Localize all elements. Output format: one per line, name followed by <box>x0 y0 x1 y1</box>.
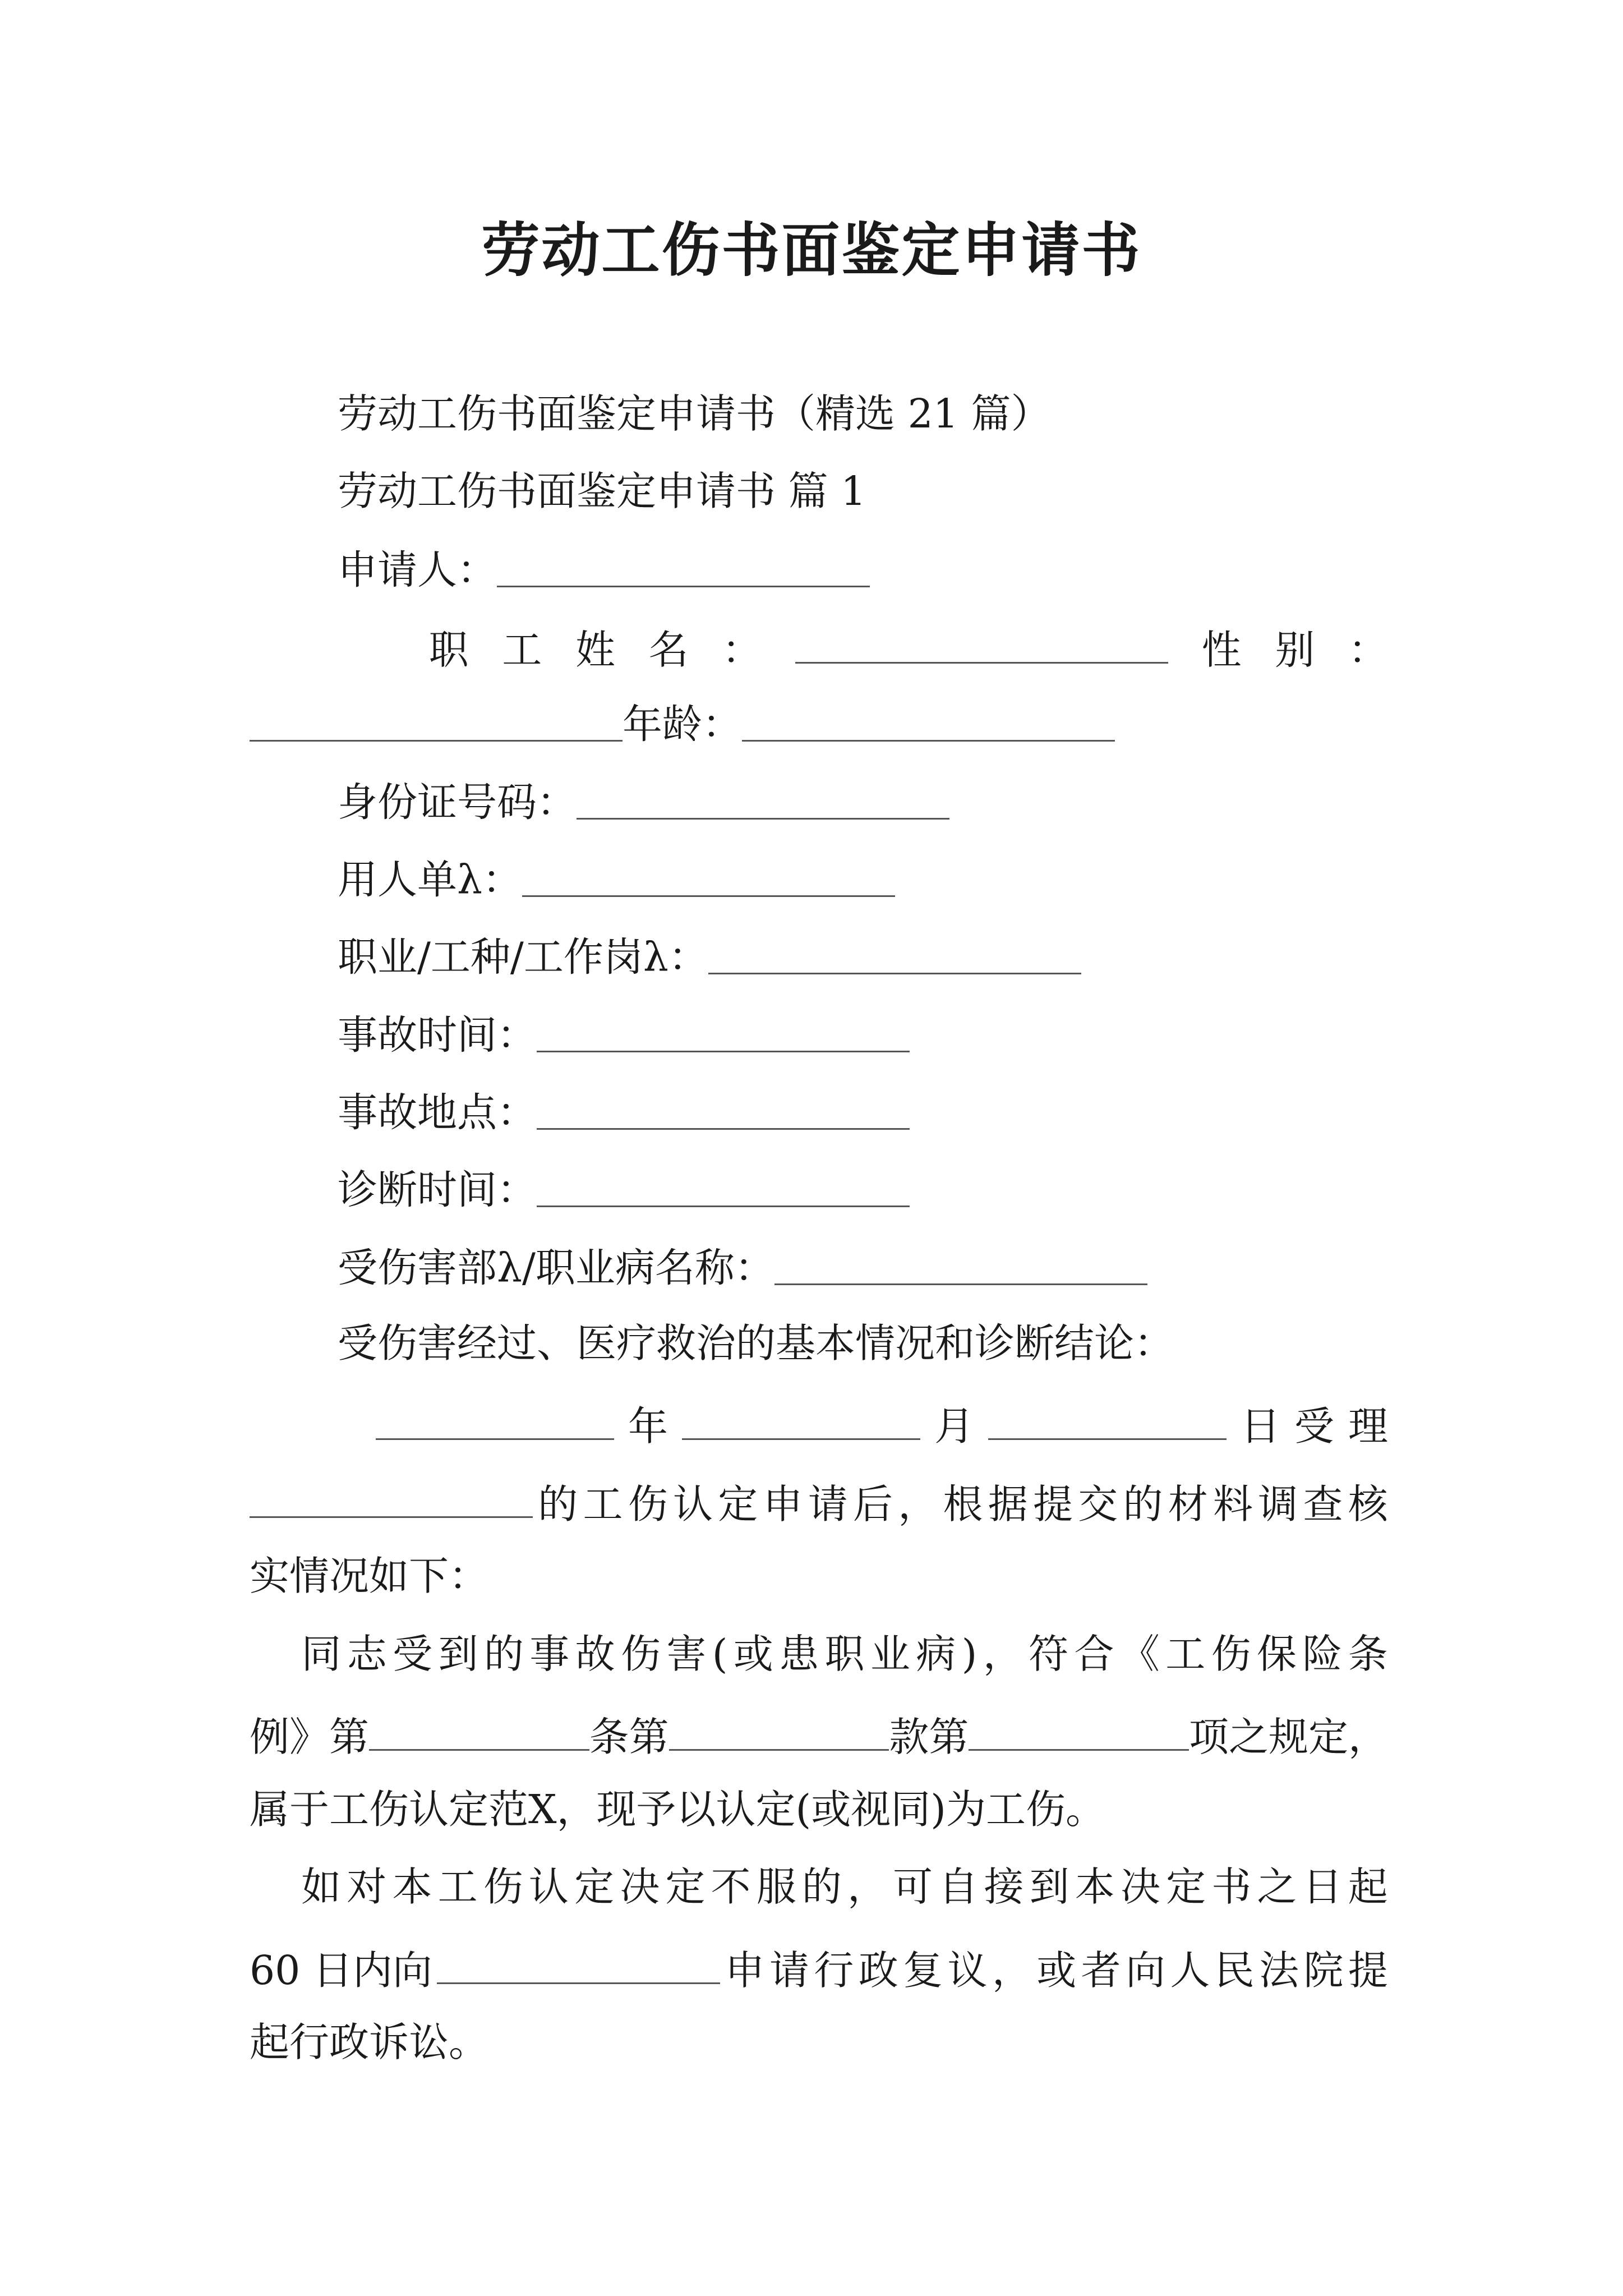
applicant-field <box>338 546 870 593</box>
text-char: 伤 <box>1211 1631 1251 1677</box>
clause-blank[interactable] <box>669 1711 889 1751</box>
text-char: 书 <box>1211 1864 1252 1910</box>
employer-label: 用人单λ： <box>338 856 522 903</box>
item-blank[interactable] <box>969 1711 1189 1751</box>
text-char: 事 <box>529 1631 570 1677</box>
occupation-label: 职业/工种/工作岗λ： <box>338 933 708 981</box>
paragraph-2-line-1 <box>250 1631 1388 1677</box>
text-char: 本 <box>392 1864 432 1910</box>
text-char: 认 <box>528 1864 569 1910</box>
text-char: 复 <box>903 1947 943 1994</box>
month-label: 月 <box>934 1403 974 1450</box>
clause-label: 条第 <box>589 1714 669 1761</box>
diagnosis-time-label: 诊断时间： <box>338 1166 537 1213</box>
text-char: 决 <box>1120 1864 1160 1910</box>
text-char: 服 <box>756 1864 796 1910</box>
id-number-field <box>338 779 949 826</box>
paragraph-1-line-2 <box>250 1479 1388 1528</box>
worker-name-char: ： <box>722 627 762 674</box>
text-char: 申 <box>763 1481 803 1528</box>
text-char: ， <box>847 1864 888 1910</box>
review-agency-blank[interactable] <box>437 1945 720 1984</box>
accident-time-field <box>338 1011 910 1059</box>
text-char: 行 <box>814 1947 854 1994</box>
id-number-blank[interactable] <box>577 780 949 820</box>
text-char: 工 <box>1165 1631 1206 1677</box>
text-char: 患 <box>779 1631 819 1677</box>
text-char: 提 <box>1348 1947 1388 1994</box>
worker-name-blank[interactable] <box>795 624 1168 664</box>
worker-name-char: 职 <box>428 627 469 674</box>
day-blank[interactable] <box>988 1401 1227 1440</box>
text-char: 料 <box>1212 1481 1253 1528</box>
applicant-blank[interactable] <box>497 548 870 587</box>
text-char: 自 <box>938 1864 979 1910</box>
text-char: 定 <box>1166 1864 1206 1910</box>
text-char: 同 <box>301 1631 342 1677</box>
text-char: 核 <box>1348 1481 1388 1528</box>
text-char: 条 <box>1348 1631 1388 1677</box>
text-char: 如 <box>301 1864 342 1910</box>
accept-char: 受 <box>1294 1403 1334 1450</box>
section-heading: 劳动工伤书面鉴定申请书 篇 1 <box>338 468 866 514</box>
text-char: 伤 <box>620 1631 661 1677</box>
text-char: 到 <box>438 1631 478 1677</box>
text-char: 民 <box>1214 1947 1255 1994</box>
text-char: 不 <box>711 1864 751 1910</box>
occupation-blank[interactable] <box>708 935 1081 974</box>
accident-place-blank[interactable] <box>537 1091 910 1130</box>
gender-age-row <box>250 701 1115 748</box>
text-char: 接 <box>984 1864 1024 1910</box>
text-char: 或 <box>733 1631 773 1677</box>
injury-part-label: 受伤害部λ/职业病名称： <box>338 1244 774 1291</box>
accident-time-blank[interactable] <box>537 1013 910 1052</box>
date-accept-row <box>250 1401 1388 1450</box>
accept-char: 理 <box>1348 1403 1388 1450</box>
text-char: 查 <box>1303 1481 1343 1528</box>
text-char: 法 <box>1259 1947 1299 1994</box>
text-char: 请 <box>769 1947 810 1994</box>
worker-name-gender-row <box>250 624 1388 674</box>
worker-name-char: 工 <box>502 627 542 674</box>
text-char: 后 <box>852 1481 893 1528</box>
diagnosis-time-blank[interactable] <box>537 1168 910 1207</box>
text-char: 《 <box>1119 1631 1160 1677</box>
article-blank[interactable] <box>369 1711 589 1751</box>
text-char: 定 <box>718 1481 758 1528</box>
paragraph-3-line-3: 起行政诉讼。 <box>250 2019 489 2065</box>
text-char: 对 <box>347 1864 387 1910</box>
text-char: 向 <box>1126 1947 1166 1994</box>
agency-blank[interactable] <box>250 1479 533 1518</box>
text-char: 职 <box>824 1631 865 1677</box>
text-char: 申 <box>725 1947 765 1994</box>
accident-place-label: 事故地点： <box>338 1089 537 1136</box>
sixty-days-label: 60 日内向 <box>250 1947 432 1994</box>
text-char: 业 <box>870 1631 910 1677</box>
text-char: 合 <box>1074 1631 1114 1677</box>
paragraph-2-line-2 <box>250 1711 1388 1761</box>
id-number-label: 身份证号码： <box>338 779 577 826</box>
text-char: ， <box>898 1481 938 1528</box>
text-char: 险 <box>1302 1631 1343 1677</box>
text-char: 害 <box>666 1631 707 1677</box>
employer-field <box>338 856 895 903</box>
text-char: 定 <box>665 1864 706 1910</box>
text-char: 政 <box>858 1947 898 1994</box>
paragraph-1-line-3: 实情况如下： <box>250 1553 489 1599</box>
text-char: 的 <box>1123 1481 1163 1528</box>
document-title: 劳动工伤书面鉴定申请书 <box>481 215 1142 284</box>
text-char: 提 <box>1032 1481 1073 1528</box>
text-char: 的 <box>538 1481 578 1528</box>
text-char: 院 <box>1303 1947 1344 1994</box>
text-char: 议 <box>947 1947 988 1994</box>
occupation-field <box>338 933 1081 981</box>
worker-name-char: 姓 <box>575 627 615 674</box>
text-char: ( <box>712 1631 728 1677</box>
text-char: 病 <box>916 1631 956 1677</box>
paragraph-3-line-1 <box>250 1864 1388 1910</box>
text-char: 或 <box>1036 1947 1077 1994</box>
gender-char: 别 <box>1275 627 1315 674</box>
gender-char: 性 <box>1201 627 1242 674</box>
text-char: 可 <box>893 1864 933 1910</box>
diagnosis-time-field <box>338 1166 910 1213</box>
text-char: 故 <box>575 1631 615 1677</box>
text-char: 日 <box>1302 1864 1343 1910</box>
paragraph-3-line-2 <box>250 1945 1388 1994</box>
text-char: 交 <box>1078 1481 1118 1528</box>
subtitle: 劳动工伤书面鉴定申请书（精选 21 篇） <box>338 390 1051 437</box>
text-char: ) <box>961 1631 978 1677</box>
accident-place-field <box>338 1089 910 1136</box>
text-char: 受 <box>393 1631 433 1677</box>
text-char: 人 <box>1170 1947 1210 1994</box>
accident-time-label: 事故时间： <box>338 1011 537 1059</box>
text-char: 者 <box>1081 1947 1121 1994</box>
text-char: 符 <box>1029 1631 1069 1677</box>
text-char: 据 <box>988 1481 1028 1528</box>
text-char: 到 <box>1029 1864 1069 1910</box>
paragraph-2-line-3: 属于工伤认定范Χ，现予以认定(或视同)为工伤。 <box>250 1786 1105 1833</box>
text-char: 的 <box>483 1631 524 1677</box>
text-char: 伤 <box>628 1481 668 1528</box>
text-char: 伤 <box>483 1864 523 1910</box>
text-char: 定 <box>574 1864 615 1910</box>
text-char: 认 <box>672 1481 713 1528</box>
gender-blank[interactable] <box>250 702 623 742</box>
text-char: 的 <box>801 1864 842 1910</box>
worker-name-char: 名 <box>648 627 689 674</box>
injury-part-blank[interactable] <box>774 1246 1147 1285</box>
text-char: 工 <box>583 1481 623 1528</box>
text-char: ， <box>992 1947 1032 1994</box>
age-label: 年龄： <box>623 701 743 748</box>
item-label: 款第 <box>889 1714 969 1761</box>
text-char: 调 <box>1258 1481 1298 1528</box>
injury-part-field <box>338 1244 1147 1291</box>
text-char: 本 <box>1075 1864 1115 1910</box>
injury-process-label: 受伤害经过、医疗救治的基本情况和诊断结论： <box>338 1320 1174 1366</box>
accept-char: 日 <box>1240 1403 1280 1450</box>
text-char: 之 <box>1257 1864 1297 1910</box>
article-label: 例》第 <box>250 1714 370 1761</box>
text-char: 请 <box>808 1481 848 1528</box>
text-char: 决 <box>620 1864 660 1910</box>
text-char: 保 <box>1256 1631 1297 1677</box>
text-char: 工 <box>437 1864 478 1910</box>
text-char: 起 <box>1348 1864 1388 1910</box>
month-blank[interactable] <box>682 1401 920 1440</box>
provision-label: 项之规定， <box>1188 1714 1388 1761</box>
text-char: 志 <box>347 1631 387 1677</box>
text-char: 根 <box>943 1481 983 1528</box>
applicant-label: 申请人： <box>338 546 497 593</box>
employer-blank[interactable] <box>522 858 895 897</box>
text-char: ， <box>983 1631 1023 1677</box>
age-blank[interactable] <box>742 702 1115 742</box>
gender-char: ： <box>1348 627 1388 674</box>
year-blank[interactable] <box>376 1401 614 1440</box>
year-label: 年 <box>628 1403 668 1450</box>
text-char: 材 <box>1168 1481 1208 1528</box>
